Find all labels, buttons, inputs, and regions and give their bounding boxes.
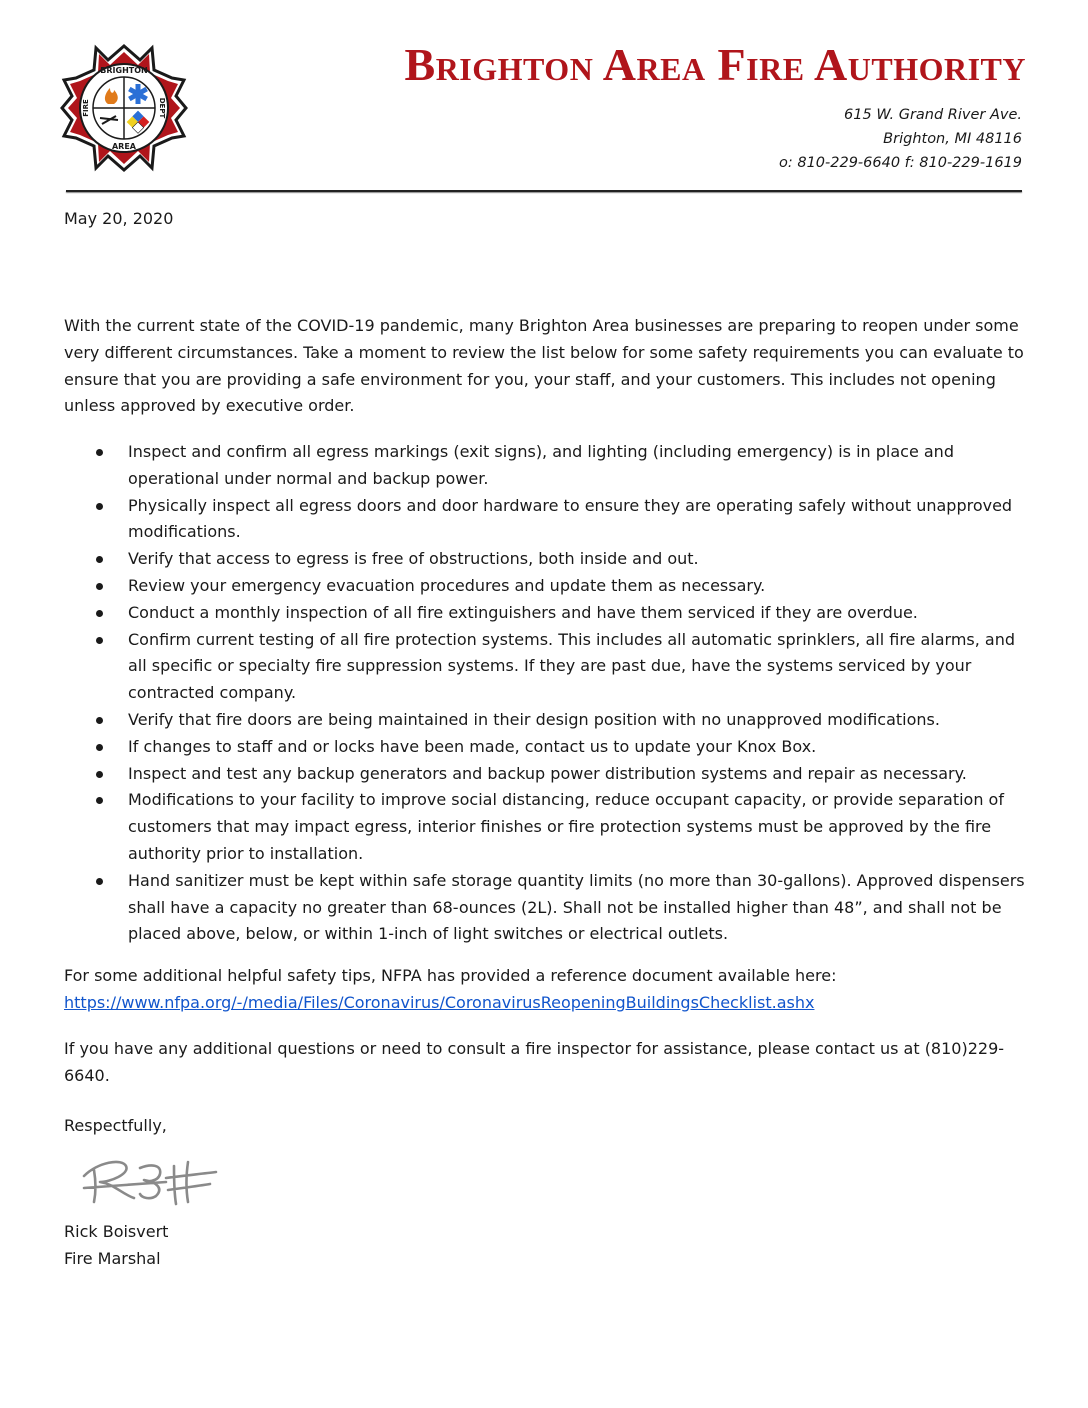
list-item-text: If changes to staff and or locks have been made, contact us to update your Knox Box. xyxy=(128,736,817,756)
address-street: 615 W. Grand River Ave. xyxy=(844,107,1022,123)
list-item-text: Modifications to your facility to improve social distancing, reduce occupant capacity, or provide separation of customers that may impact egress, interior finishes or fire protection systems must be approved by the fire authority prior to installation. xyxy=(128,790,1004,863)
bullet-icon xyxy=(96,878,103,885)
bullet-icon xyxy=(96,637,103,644)
list-item xyxy=(64,546,1029,573)
bullet-icon xyxy=(96,556,103,563)
organization-title: Brighton Area Fire Authority xyxy=(404,39,1026,90)
list-item-text: Conduct a monthly inspection of all fire extinguishers and have them serviced if they are overdue. xyxy=(128,602,918,622)
bullet-icon xyxy=(96,449,103,456)
letter-date: May 20, 2020 xyxy=(64,209,174,228)
list-item-text: Verify that access to egress is free of obstructions, both inside and out. xyxy=(128,549,699,569)
list-item xyxy=(64,761,1029,788)
list-item xyxy=(64,600,1029,627)
closing-salutation: Respectfully, xyxy=(64,1116,167,1135)
list-item-text: Hand sanitizer must be kept within safe storage quantity limits (no more than 30-gallons). Approved dispensers shall have a capacity no greater than 68-ounces (2L). Shall not be installed higher than 48”, and shall not be placed above, below, or within 1-inch of light switches or electrical outlets. xyxy=(128,870,1025,944)
fire-dept-logo-icon xyxy=(56,40,192,176)
list-item-text: Inspect and confirm all egress markings (exit signs), and lighting (including emergency) is in place and operational under normal and backup power. xyxy=(128,442,954,488)
safety-checklist xyxy=(64,439,1029,948)
intro-paragraph: With the current state of the COVID-19 pandemic, many Brighton Area businesses are preparing to reopen under some very different circumstances. Take a moment to review the list below for some safety requirements you can evaluate to ensure that you are providing a safe environment for you, your staff, and your customers. This includes not opening unless approved by executive order. xyxy=(64,316,1024,416)
list-item-text: Inspect and test any backup generators and backup power distribution systems and repair as necessary. xyxy=(128,763,967,783)
list-item xyxy=(64,868,1029,948)
svg-text:AREA: AREA xyxy=(111,142,137,151)
list-item xyxy=(64,627,1029,707)
bullet-icon xyxy=(96,503,103,510)
list-item-text: Confirm current testing of all fire protection systems. This includes all automatic sprinklers, all fire alarms, and all specific or specialty fire suppression systems. If they are past due, have the systems serviced by your contracted company. xyxy=(128,629,1016,703)
signer-name: Rick Boisvert xyxy=(64,1222,169,1241)
list-item xyxy=(64,573,1029,600)
address-city: Brighton, MI 48116 xyxy=(883,131,1022,147)
list-item xyxy=(64,707,1029,734)
list-item-text: Physically inspect all egress doors and door hardware to ensure they are operating safely without unapproved modifications. xyxy=(128,495,1013,542)
contact-paragraph: If you have any additional questions or need to consult a fire inspector for assistance, please contact us at (810)229-6640. xyxy=(64,1039,1005,1085)
tips-paragraph xyxy=(64,963,1029,1017)
svg-text:BRIGHTON: BRIGHTON xyxy=(100,66,148,75)
signer-title: Fire Marshal xyxy=(64,1248,161,1268)
list-item xyxy=(64,493,1029,547)
signer-block xyxy=(64,1219,168,1273)
signature-icon xyxy=(70,1148,230,1210)
tips-text: For some additional helpful safety tips, NFPA has provided a reference document available here: xyxy=(64,966,837,985)
list-item xyxy=(64,439,1029,493)
bullet-icon xyxy=(96,583,103,590)
address-block xyxy=(779,103,1022,175)
list-item xyxy=(64,734,1029,761)
bullet-icon xyxy=(96,771,103,778)
list-item-text: Review your emergency evacuation procedures and update them as necessary. xyxy=(128,575,766,595)
bullet-icon xyxy=(96,717,103,724)
bullet-icon xyxy=(96,797,103,804)
nfpa-checklist-link[interactable]: https://www.nfpa.org/-/media/Files/Coronavirus/CoronavirusReopeningBuildingsChecklist.ashx xyxy=(64,992,815,1012)
svg-text:FIRE: FIRE xyxy=(82,99,90,117)
phone-fax-line: o: 810-229-6640 f: 810-229-1619 xyxy=(778,155,1022,171)
bullet-icon xyxy=(96,610,103,617)
list-item xyxy=(64,787,1029,867)
svg-text:DEPT: DEPT xyxy=(158,97,166,119)
list-item-text: Verify that fire doors are being maintained in their design position with no unapproved modifications. xyxy=(128,709,940,729)
header-divider xyxy=(66,190,1022,192)
bullet-icon xyxy=(96,744,103,751)
